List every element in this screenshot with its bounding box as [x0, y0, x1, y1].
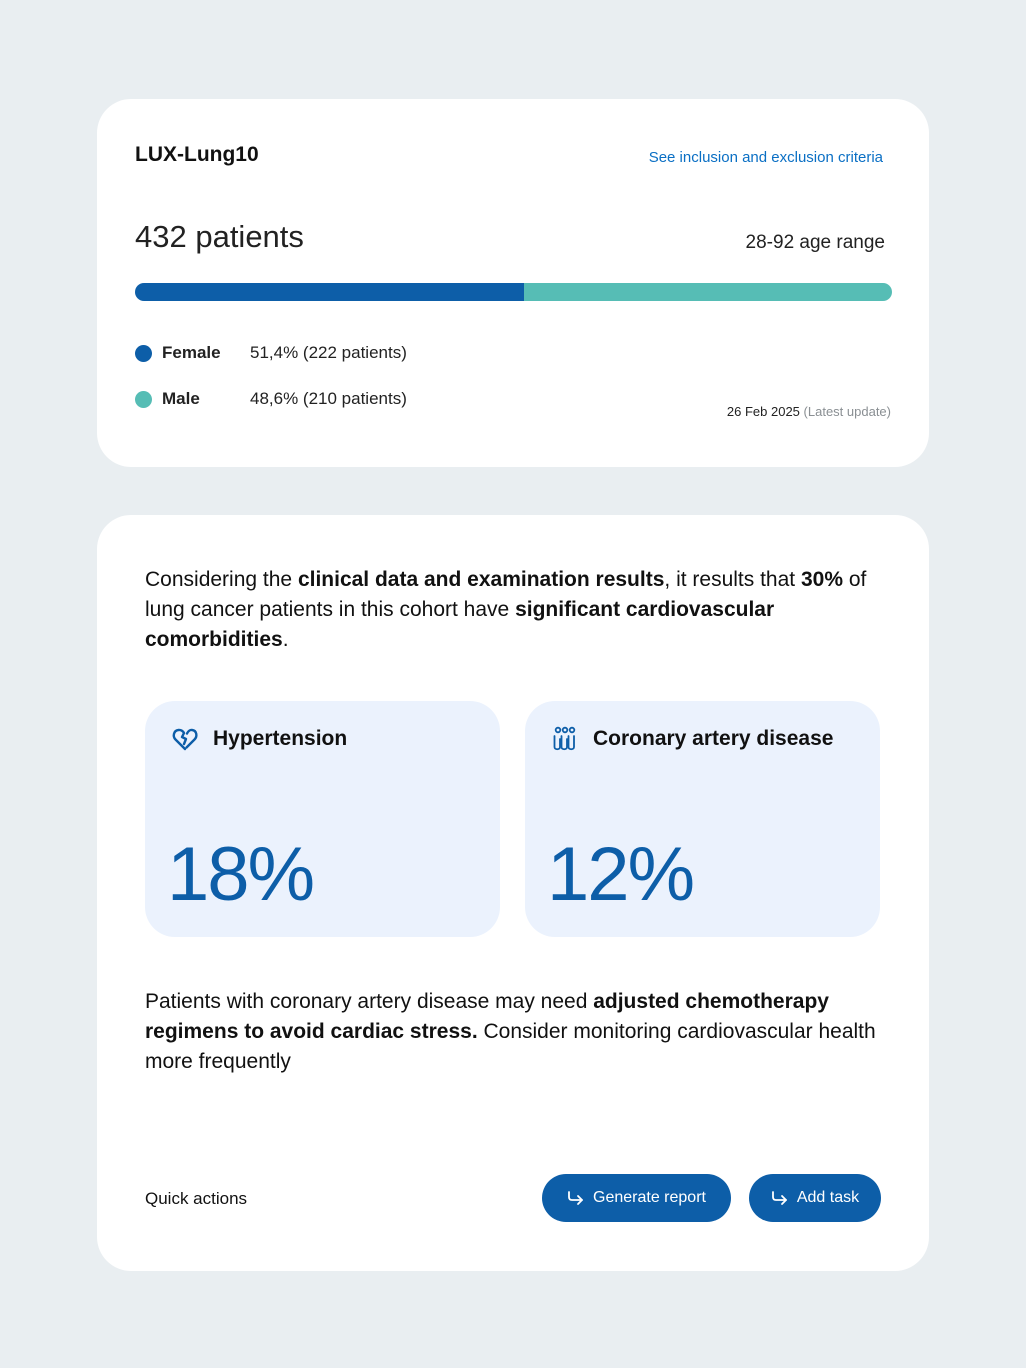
stat-card-coronary-artery-disease — [525, 701, 880, 937]
cohort-title: LUX-Lung10 — [135, 143, 259, 166]
stat-value: 18% — [167, 832, 314, 917]
button-label: Generate report — [593, 1189, 706, 1206]
forward-arrow-icon — [771, 1190, 789, 1206]
latest-update — [727, 404, 891, 419]
bar-segment-female — [135, 283, 524, 301]
stat-card-hypertension — [145, 701, 500, 937]
bar-segment-male — [524, 283, 892, 301]
patients-count: 432 patients — [135, 219, 304, 254]
update-date: 26 Feb 2025 — [726, 404, 800, 419]
quick-actions-label: Quick actions — [145, 1189, 248, 1208]
insight-summary: Considering the clinical data and examination results, it results that 30% of lung cancer patients in this cohort have significant cardiovascular comorbidities. — [145, 568, 867, 651]
stat-title: Coronary artery disease — [593, 727, 834, 750]
stat-value: 12% — [547, 832, 694, 917]
broken-heart-icon — [171, 725, 199, 753]
stat-title: Hypertension — [213, 727, 348, 750]
advice-text: Patients with coronary artery disease may need adjusted chemotherapy regimens to avoid cardiac stress. Consider monitoring cardiovascular health more frequently — [145, 990, 876, 1073]
update-note: (Latest update) — [803, 404, 891, 419]
male-dot-icon — [135, 391, 152, 408]
generate-report-button[interactable] — [542, 1174, 731, 1222]
legend-label: Female — [162, 343, 221, 362]
insight-card — [97, 515, 929, 1271]
forward-arrow-icon — [567, 1190, 585, 1206]
legend-item-female — [135, 343, 407, 363]
cohort-card — [97, 99, 929, 467]
female-dot-icon — [135, 345, 152, 362]
add-task-button[interactable] — [749, 1174, 881, 1222]
criteria-link[interactable]: See inclusion and exclusion criteria — [648, 149, 883, 166]
patients-group-icon — [551, 725, 579, 753]
legend-value: 51,4% (222 patients) — [250, 343, 407, 362]
legend-label: Male — [162, 389, 200, 408]
legend-value: 48,6% (210 patients) — [250, 389, 407, 408]
gender-distribution-bar — [135, 283, 892, 301]
button-label: Add task — [796, 1189, 860, 1206]
age-range: 28-92 age range — [745, 232, 885, 253]
legend-item-male — [135, 389, 407, 409]
